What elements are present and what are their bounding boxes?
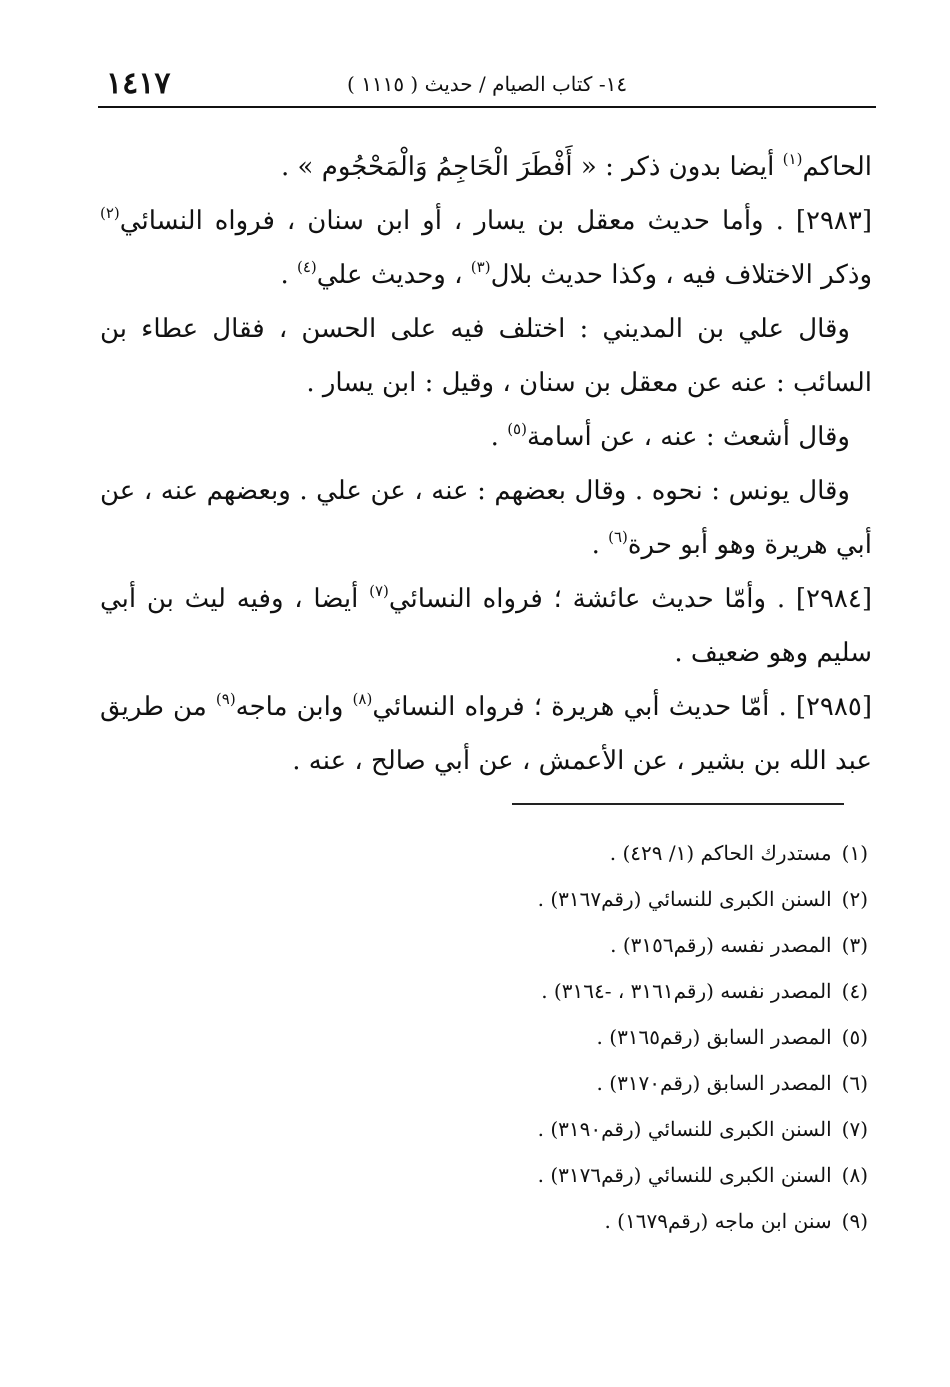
- footnote-text: سنن ابن ماجه (رقم١٦٧٩) .: [604, 1209, 832, 1233]
- footnote-number: (٨): [841, 1163, 868, 1187]
- text-segment: .: [490, 422, 508, 452]
- footnote-number: (٩): [841, 1209, 868, 1233]
- paragraph-7: [100, 680, 872, 788]
- footnote: [300, 922, 868, 968]
- paragraph-3: وقال علي بن المديني : اختلف فيه على الحسن ، فقال عطاء بن السائب : عنه عن معقل بن سنان ، وقيل : ابن يسار .: [100, 314, 872, 398]
- footnote-number: (٣): [841, 933, 868, 957]
- footnote-number: (٥): [841, 1025, 868, 1049]
- footnote-divider: [512, 803, 844, 805]
- text-segment: أيضا بدون ذكر : « أَفْطَرَ الْحَاجِمُ وَالْمَحْجُوم » .: [281, 152, 783, 182]
- footnote: [300, 1152, 868, 1198]
- text-segment: [٢٩٨٤] . وأمّا حديث عائشة ؛ فرواه النسائي: [388, 584, 872, 614]
- page-number: ١٤١٧: [106, 66, 171, 101]
- paragraph-4: [100, 410, 872, 464]
- page-header: [98, 66, 876, 108]
- running-title: ١٤- كتاب الصيام / حديث ( ١١١٥ ): [346, 72, 628, 96]
- footnote-marker: (٤): [296, 258, 317, 276]
- footnote-marker: (١): [782, 150, 803, 168]
- paragraph-6: [100, 572, 872, 680]
- text-segment: وابن ماجه: [235, 692, 353, 722]
- footnote-text: المصدر نفسه (رقم٣١٦١ ، -٣١٦٤) .: [541, 979, 832, 1003]
- footnote-marker: (٩): [215, 690, 236, 708]
- footnote-number: (٤): [841, 979, 868, 1003]
- text-segment: أيضا ، وفيه ليث بن أبي سليم وهو ضعيف .: [100, 584, 872, 668]
- footnote-number: (١): [841, 841, 868, 865]
- footnote-text: السنن الكبرى للنسائي (رقم٣١٧٦) .: [537, 1163, 832, 1187]
- footnote: [300, 1106, 868, 1152]
- footnote-text: مستدرك الحاكم (١/ ٤٢٩) .: [609, 841, 832, 865]
- footnote-number: (٦): [841, 1071, 868, 1095]
- footnote-marker: (٥): [507, 420, 527, 438]
- footnote-marker: (٦): [608, 528, 628, 546]
- text-segment: وقال يونس : نحوه . وقال بعضهم : عنه ، عن علي . وبعضهم عنه ، عن أبي هريرة وهو أبو حرة: [100, 476, 872, 560]
- footnote-marker: (٨): [352, 690, 373, 708]
- text-segment: [٢٩٨٣] . وأما حديث معقل بن يسار ، أو ابن سنان ، فرواه النسائي: [119, 206, 872, 236]
- text-segment: وذكر الاختلاف فيه ، وكذا حديث بلال: [490, 260, 872, 290]
- text-segment: وقال أشعث : عنه ، عن أسامة: [526, 422, 850, 452]
- text-segment: الحاكم: [802, 152, 872, 182]
- footnote: [300, 1198, 868, 1244]
- text-segment: .: [591, 530, 609, 560]
- footnote-marker: (٢): [100, 204, 120, 222]
- footnote: [300, 1014, 868, 1060]
- footnote-marker: (٧): [369, 582, 389, 600]
- text-segment: [٢٩٨٥] . أمّا حديث أبي هريرة ؛ فرواه النسائي: [372, 692, 872, 722]
- footnote-marker: (٣): [470, 258, 491, 276]
- footnote-text: السنن الكبرى للنسائي (رقم٣١٦٧) .: [537, 887, 832, 911]
- paragraph-2: [100, 194, 872, 302]
- footnote: [300, 968, 868, 1014]
- text-segment: .: [280, 260, 297, 290]
- footnote: [300, 876, 868, 922]
- footnote: [300, 1060, 868, 1106]
- paragraph-1: [100, 140, 872, 194]
- footnote-text: المصدر السابق (رقم٣١٦٥) .: [596, 1025, 832, 1049]
- footnote-text: المصدر نفسه (رقم٣١٥٦) .: [610, 933, 832, 957]
- text-segment: ، وحديث علي: [316, 260, 471, 290]
- paragraph-5: [100, 464, 872, 572]
- footnote: [300, 830, 868, 876]
- footnote-text: السنن الكبرى للنسائي (رقم٣١٩٠) .: [537, 1117, 832, 1141]
- main-text: [100, 140, 872, 788]
- footnote-text: المصدر السابق (رقم٣١٧٠) .: [596, 1071, 832, 1095]
- text-segment: من طريق عبد الله بن بشير ، عن الأعمش ، عن أبي صالح ، عنه .: [100, 692, 872, 776]
- footnotes-list: [300, 830, 868, 1244]
- footnote-number: (٧): [841, 1117, 868, 1141]
- footnote-number: (٢): [841, 887, 868, 911]
